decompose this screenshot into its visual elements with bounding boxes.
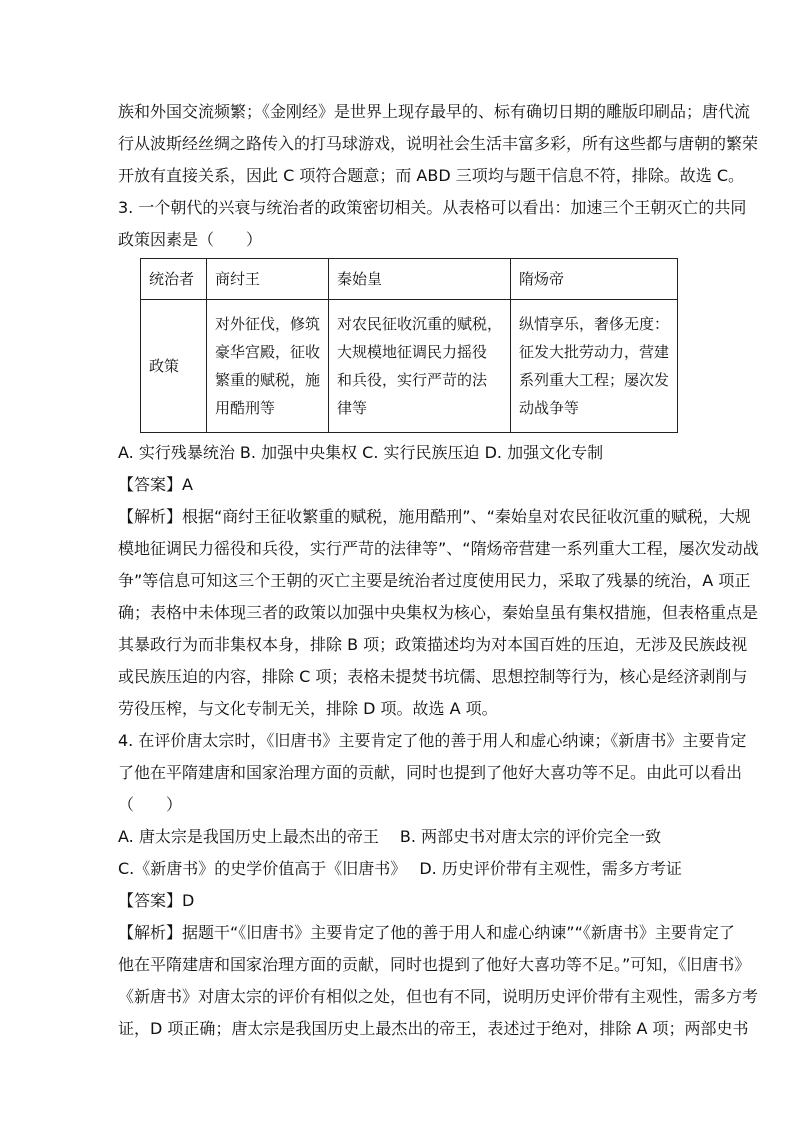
- policy-table: [140, 258, 678, 433]
- document-page: [118, 96, 759, 1045]
- text-line: 开放有直接关系，因此 C 项符合题意；而 ABD 三项均与题干信息不符，排除。故选 C。: [118, 166, 745, 185]
- analysis-line: 或民族压迫的内容，排除 C 项；表格未提焚书坑儒、思想控制等行为，核心是经济剥削与: [118, 667, 748, 686]
- header-cell-shang-zhou: 商纣王: [206, 259, 328, 300]
- cell-line: 用酷刑等: [214, 399, 275, 417]
- question-stem-line: （ ）: [118, 795, 183, 814]
- policy-cell-shang-zhou: [206, 300, 328, 433]
- answer-options: A. 唐太宗是我国历史上最杰出的帝王 B. 两部史书对唐太宗的评价完全一致: [118, 827, 662, 846]
- cell-line: 和兵役，实行严苛的法: [336, 371, 487, 389]
- analysis-line: 《新唐书》对唐太宗的评价有相似之处，但也有不同，说明历史评价带有主观性，需多方考: [118, 987, 759, 1006]
- analysis-line: 证，D 项正确；唐太宗是我国历史上最杰出的帝王，表述过于绝对，排除 A 项；两部史书: [118, 1019, 749, 1038]
- text-line: 族和外国交流频繁；《金刚经》是世界上现存最早的、标有确切日期的雕版印刷品；唐代流: [118, 102, 751, 121]
- table-row-policy: [141, 300, 678, 433]
- question-stem-line: 政策因素是（ ）: [118, 230, 263, 249]
- header-cell-ruler: 统治者: [141, 259, 207, 300]
- header-cell-sui-yangdi: 隋炀帝: [510, 259, 677, 300]
- policy-cell-qin-shihuang: [328, 300, 510, 433]
- cell-line: 律等: [336, 399, 367, 417]
- cell-line: 繁重的赋税，施: [214, 371, 320, 389]
- cell-line: 征发大批劳动力，营建: [518, 343, 669, 361]
- cell-line: 动战争等: [518, 399, 579, 417]
- answer-options: C.《新唐书》的史学价值高于《旧唐书》 D. 历史评价带有主观性，需多方考证: [118, 859, 682, 878]
- row-label-policy: 政策: [141, 300, 207, 433]
- question-4: [118, 725, 759, 1045]
- analysis-line: 其暴政行为而非集权本身，排除 B 项；政策描述均为对本国百姓的压迫，无涉及民族歧视: [118, 635, 748, 654]
- table-header-row: [141, 259, 678, 300]
- text-line: 行从波斯经丝绸之路传入的打马球游戏，说明社会生活丰富多彩，所有这些都与唐朝的繁荣: [118, 134, 759, 153]
- analysis-line: 【解析】据题干“《旧唐书》主要肯定了他的善于用人和虚心纳谏”“《新唐书》主要肯定了: [118, 923, 735, 942]
- analysis-line: 他在平隋建唐和国家治理方面的贡献，同时也提到了他好大喜功等不足。”可知，《旧唐书》: [118, 955, 751, 974]
- analysis-line: 【解析】根据“商纣王征收繁重的赋税，施用酷刑”、“秦始皇对农民征收沉重的赋税，大规: [118, 507, 751, 526]
- previous-analysis-continuation: [118, 96, 759, 192]
- cell-line: 系列重大工程；屡次发: [518, 371, 669, 389]
- analysis-line: 劳役压榨，与文化专制无关，排除 D 项。故选 A 项。: [118, 699, 498, 718]
- cell-line: 纵情享乐，奢侈无度：: [518, 315, 669, 333]
- cell-line: 对外征伐，修筑: [214, 315, 320, 333]
- answer-label: 【答案】A: [118, 475, 193, 494]
- cell-line: 大规模地征调民力摇役: [336, 343, 487, 361]
- analysis-line: 模地征调民力徭役和兵役，实行严苛的法律等”、“隋炀帝营建一系列重大工程，屡次发动战: [118, 539, 759, 558]
- question-stem-line: 了他在平隋建唐和国家治理方面的贡献，同时也提到了他好大喜功等不足。由此可以看出: [118, 763, 743, 782]
- answer-label: 【答案】D: [118, 891, 195, 910]
- policy-table-wrapper: [140, 258, 678, 433]
- cell-line: 对农民征收沉重的赋税，: [336, 315, 502, 333]
- analysis-line: 确；表格中未体现三者的政策以加强中央集权为核心，秦始皇虽有集权措施，但表格重点是: [118, 603, 759, 622]
- header-cell-qin-shihuang: 秦始皇: [328, 259, 510, 300]
- cell-line: 豪华宫殿，征收: [214, 343, 320, 361]
- question-stem-line: 4. 在评价唐太宗时，《旧唐书》主要肯定了他的善于用人和虚心纳谏；《新唐书》主要肯定: [118, 731, 747, 750]
- question-stem-line: 3. 一个朝代的兴衰与统治者的政策密切相关。从表格可以看出：加速三个王朝灭亡的共同: [118, 198, 747, 217]
- answer-options: A. 实行残暴统治 B. 加强中央集权 C. 实行民族压迫 D. 加强文化专制: [118, 443, 604, 462]
- policy-cell-sui-yangdi: [510, 300, 677, 433]
- analysis-line: 争”等信息可知这三个王朝的灭亡主要是统治者过度使用民力，采取了残暴的统治，A 项正: [118, 571, 751, 590]
- question-3: [118, 192, 759, 725]
